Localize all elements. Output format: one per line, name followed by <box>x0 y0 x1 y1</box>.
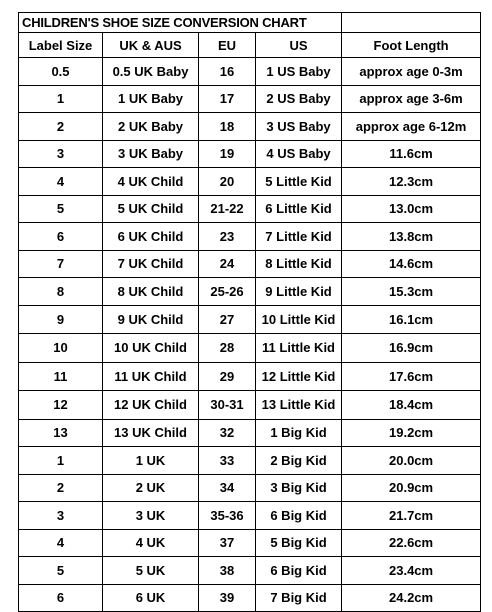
cell-eu: 25-26 <box>199 278 256 306</box>
table-row <box>19 113 481 141</box>
table-row <box>19 419 481 447</box>
cell-foot-length: 16.9cm <box>342 334 481 363</box>
cell-foot-length: 15.3cm <box>342 278 481 306</box>
cell-us: 7 Little Kid <box>256 223 342 251</box>
cell-us: 10 Little Kid <box>256 305 342 334</box>
cell-uk-aus: 6 UK <box>103 584 199 612</box>
cell-eu: 23 <box>199 223 256 251</box>
cell-uk-aus: 4 UK <box>103 529 199 557</box>
cell-label-size: 6 <box>19 223 103 251</box>
header-foot-length: Foot Length <box>342 33 481 58</box>
cell-foot-length: approx age 6-12m <box>342 113 481 141</box>
table-row <box>19 278 481 306</box>
cell-uk-aus: 7 UK Child <box>103 250 199 278</box>
cell-eu: 39 <box>199 584 256 612</box>
cell-uk-aus: 1 UK <box>103 447 199 475</box>
cell-foot-length: 17.6cm <box>342 362 481 391</box>
table-row <box>19 58 481 86</box>
cell-foot-length: approx age 0-3m <box>342 58 481 86</box>
cell-label-size: 9 <box>19 305 103 334</box>
cell-foot-length: approx age 3-6m <box>342 85 481 113</box>
cell-label-size: 12 <box>19 391 103 420</box>
table-row <box>19 529 481 557</box>
cell-uk-aus: 3 UK <box>103 502 199 530</box>
cell-us: 3 US Baby <box>256 113 342 141</box>
table-body <box>19 13 481 612</box>
cell-uk-aus: 11 UK Child <box>103 362 199 391</box>
cell-us: 7 Big Kid <box>256 584 342 612</box>
cell-eu: 34 <box>199 474 256 502</box>
cell-uk-aus: 0.5 UK Baby <box>103 58 199 86</box>
cell-label-size: 11 <box>19 362 103 391</box>
cell-eu: 30-31 <box>199 391 256 420</box>
cell-label-size: 5 <box>19 195 103 223</box>
cell-eu: 29 <box>199 362 256 391</box>
cell-foot-length: 23.4cm <box>342 557 481 585</box>
cell-eu: 33 <box>199 447 256 475</box>
cell-label-size: 8 <box>19 278 103 306</box>
cell-eu: 35-36 <box>199 502 256 530</box>
table-row <box>19 502 481 530</box>
cell-uk-aus: 9 UK Child <box>103 305 199 334</box>
cell-eu: 32 <box>199 419 256 447</box>
cell-uk-aus: 4 UK Child <box>103 168 199 196</box>
table-row <box>19 140 481 168</box>
cell-uk-aus: 10 UK Child <box>103 334 199 363</box>
chart-title: CHILDREN'S SHOE SIZE CONVERSION CHART <box>19 13 342 33</box>
cell-eu: 27 <box>199 305 256 334</box>
cell-uk-aus: 5 UK Child <box>103 195 199 223</box>
cell-label-size: 7 <box>19 250 103 278</box>
cell-uk-aus: 5 UK <box>103 557 199 585</box>
title-row <box>19 13 481 33</box>
cell-label-size: 2 <box>19 474 103 502</box>
header-uk-aus: UK & AUS <box>103 33 199 58</box>
cell-us: 12 Little Kid <box>256 362 342 391</box>
table-row <box>19 250 481 278</box>
size-conversion-table <box>18 12 481 612</box>
cell-foot-length: 13.0cm <box>342 195 481 223</box>
cell-uk-aus: 1 UK Baby <box>103 85 199 113</box>
cell-eu: 17 <box>199 85 256 113</box>
table-row <box>19 474 481 502</box>
cell-us: 5 Little Kid <box>256 168 342 196</box>
cell-us: 2 Big Kid <box>256 447 342 475</box>
table-row <box>19 223 481 251</box>
title-empty-cell <box>342 13 481 33</box>
cell-eu: 19 <box>199 140 256 168</box>
cell-foot-length: 20.9cm <box>342 474 481 502</box>
cell-us: 8 Little Kid <box>256 250 342 278</box>
header-eu: EU <box>199 33 256 58</box>
cell-us: 13 Little Kid <box>256 391 342 420</box>
cell-uk-aus: 13 UK Child <box>103 419 199 447</box>
cell-eu: 38 <box>199 557 256 585</box>
cell-eu: 21-22 <box>199 195 256 223</box>
cell-us: 9 Little Kid <box>256 278 342 306</box>
header-row <box>19 33 481 58</box>
cell-eu: 28 <box>199 334 256 363</box>
table-row <box>19 557 481 585</box>
cell-label-size: 4 <box>19 529 103 557</box>
cell-label-size: 1 <box>19 85 103 113</box>
table-row <box>19 391 481 420</box>
cell-us: 2 US Baby <box>256 85 342 113</box>
table-row <box>19 195 481 223</box>
cell-foot-length: 24.2cm <box>342 584 481 612</box>
cell-uk-aus: 12 UK Child <box>103 391 199 420</box>
cell-foot-length: 22.6cm <box>342 529 481 557</box>
cell-foot-length: 16.1cm <box>342 305 481 334</box>
cell-foot-length: 14.6cm <box>342 250 481 278</box>
cell-label-size: 1 <box>19 447 103 475</box>
cell-label-size: 6 <box>19 584 103 612</box>
cell-foot-length: 13.8cm <box>342 223 481 251</box>
cell-label-size: 3 <box>19 502 103 530</box>
table-row <box>19 447 481 475</box>
cell-eu: 37 <box>199 529 256 557</box>
cell-eu: 20 <box>199 168 256 196</box>
cell-foot-length: 21.7cm <box>342 502 481 530</box>
table-row <box>19 584 481 612</box>
cell-eu: 16 <box>199 58 256 86</box>
table-row <box>19 362 481 391</box>
cell-eu: 24 <box>199 250 256 278</box>
cell-us: 5 Big Kid <box>256 529 342 557</box>
cell-uk-aus: 2 UK <box>103 474 199 502</box>
cell-us: 6 Little Kid <box>256 195 342 223</box>
header-label-size: Label Size <box>19 33 103 58</box>
cell-label-size: 2 <box>19 113 103 141</box>
cell-us: 6 Big Kid <box>256 502 342 530</box>
cell-uk-aus: 6 UK Child <box>103 223 199 251</box>
cell-foot-length: 18.4cm <box>342 391 481 420</box>
cell-eu: 18 <box>199 113 256 141</box>
cell-us: 1 US Baby <box>256 58 342 86</box>
cell-us: 4 US Baby <box>256 140 342 168</box>
cell-foot-length: 11.6cm <box>342 140 481 168</box>
cell-us: 3 Big Kid <box>256 474 342 502</box>
table-row <box>19 305 481 334</box>
cell-us: 1 Big Kid <box>256 419 342 447</box>
table-row <box>19 85 481 113</box>
cell-foot-length: 19.2cm <box>342 419 481 447</box>
cell-foot-length: 12.3cm <box>342 168 481 196</box>
cell-uk-aus: 8 UK Child <box>103 278 199 306</box>
header-us: US <box>256 33 342 58</box>
cell-label-size: 4 <box>19 168 103 196</box>
cell-us: 6 Big Kid <box>256 557 342 585</box>
cell-label-size: 10 <box>19 334 103 363</box>
table-row <box>19 334 481 363</box>
cell-uk-aus: 2 UK Baby <box>103 113 199 141</box>
cell-uk-aus: 3 UK Baby <box>103 140 199 168</box>
cell-us: 11 Little Kid <box>256 334 342 363</box>
cell-label-size: 5 <box>19 557 103 585</box>
cell-label-size: 0.5 <box>19 58 103 86</box>
cell-label-size: 13 <box>19 419 103 447</box>
cell-foot-length: 20.0cm <box>342 447 481 475</box>
cell-label-size: 3 <box>19 140 103 168</box>
table-row <box>19 168 481 196</box>
